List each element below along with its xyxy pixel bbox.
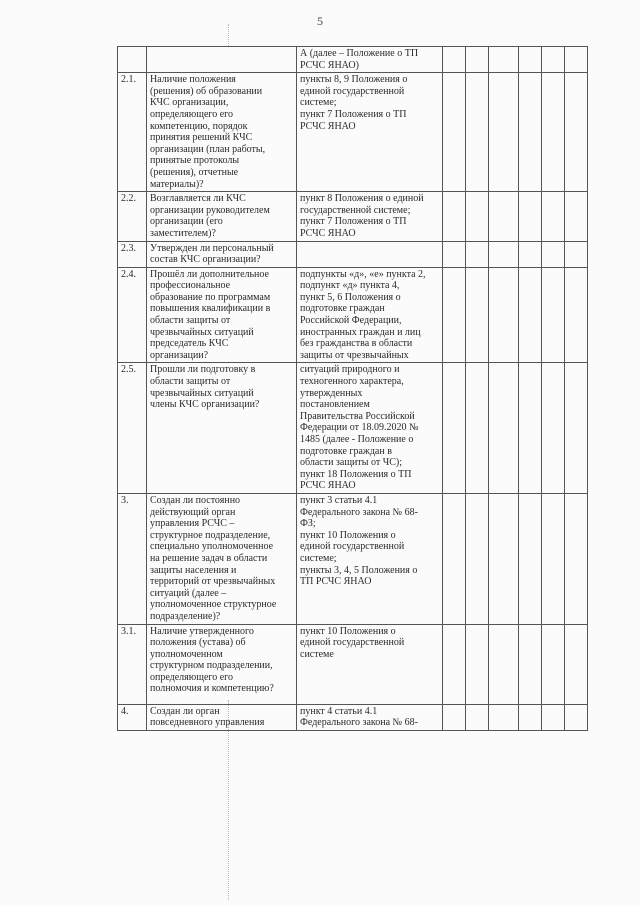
table-row [118, 241, 588, 267]
answer-cell [466, 704, 489, 730]
legal-reference-line: ТП РСЧС ЯНАО [300, 576, 372, 588]
legal-reference-line: пункт 10 Положения о [300, 625, 396, 637]
checklist-table [117, 46, 588, 731]
question-line: определяющего его [150, 108, 234, 120]
question-line: Возглавляется ли КЧС [150, 193, 246, 205]
legal-reference-cell [297, 704, 443, 730]
table-row [118, 267, 588, 363]
legal-reference-line: техногенного характера, [300, 376, 404, 388]
answer-cell [519, 192, 542, 241]
item-number [118, 47, 147, 73]
legal-reference-line: пункт 7 Положения о ТП [300, 108, 407, 120]
answer-cell [519, 73, 542, 192]
fold-line [228, 24, 229, 46]
answer-cell [542, 704, 565, 730]
table-row [118, 624, 588, 704]
question-line: подразделение)? [150, 610, 221, 622]
answer-cell [542, 624, 565, 704]
answer-cell [466, 241, 489, 267]
question-line: заместителем)? [150, 227, 216, 239]
legal-reference-line: Правительства Российской [300, 410, 415, 422]
question-line: области защиты от [150, 376, 231, 388]
answer-cell [443, 47, 466, 73]
question-line: структурном подразделении, [150, 660, 273, 672]
legal-reference-line: системе; [300, 97, 337, 109]
table-row [118, 73, 588, 192]
legal-reference-line: пункт 5, 6 Положения о [300, 291, 401, 303]
question-line: (решения), отчетные [150, 166, 239, 178]
answer-cell [565, 363, 588, 494]
question-line: защиты населения и [150, 564, 237, 576]
item-number: 3.1. [118, 624, 147, 704]
table-row [118, 192, 588, 241]
legal-reference-line: подпункт «д» пункта 4, [300, 280, 400, 292]
legal-reference-cell [297, 363, 443, 494]
item-number: 2.1. [118, 73, 147, 192]
legal-reference-line: области защиты от ЧС); [300, 457, 402, 469]
answer-cell [489, 192, 519, 241]
question-line: уполномоченном [150, 648, 223, 660]
question-cell [147, 192, 297, 241]
answer-cell [565, 73, 588, 192]
answer-cell [466, 624, 489, 704]
legal-reference-line: постановлением [300, 399, 370, 411]
question-line: председатель КЧС [150, 338, 229, 350]
answer-cell [519, 704, 542, 730]
answer-cell [565, 267, 588, 363]
question-line: Прошёл ли дополнительное [150, 268, 269, 280]
legal-reference-line: подготовке граждан [300, 303, 385, 315]
table-row [118, 704, 588, 730]
question-line: специально уполномоченное [150, 541, 274, 553]
page-number: 5 [317, 14, 323, 28]
answer-cell [542, 241, 565, 267]
table-row [118, 493, 588, 624]
question-line: на решение задач в области [150, 552, 268, 564]
answer-cell [443, 363, 466, 494]
legal-reference-cell [297, 47, 443, 73]
question-line: принятия решений КЧС [150, 132, 253, 144]
question-line: Наличие утвержденного [150, 625, 254, 637]
legal-reference-line: подпункты «д», «е» пункта 2, [300, 268, 426, 280]
legal-reference-line: РСЧС ЯНАО [300, 227, 356, 239]
question-line: определяющего его [150, 671, 234, 683]
legal-reference-line: А (далее – Положение о ТП [300, 48, 419, 59]
legal-reference-line: иностранных граждан и лиц [300, 326, 421, 338]
question-line: положения (устава) об [150, 637, 246, 649]
question-line: чрезвычайных ситуаций [150, 387, 254, 399]
question-cell [147, 241, 297, 267]
answer-cell [489, 241, 519, 267]
legal-reference-cell [297, 192, 443, 241]
answer-cell [489, 267, 519, 363]
legal-reference-line: пункты 3, 4, 5 Положения о [300, 564, 418, 576]
question-line: материалы)? [150, 178, 204, 190]
legal-reference-line: Федерального закона № 68- [300, 506, 418, 518]
answer-cell [443, 73, 466, 192]
legal-reference-line: пункт 10 Положения о [300, 529, 396, 541]
legal-reference-line: утвержденных [300, 387, 363, 399]
question-line: полномочия и компетенцию? [150, 683, 274, 695]
question-cell [147, 363, 297, 494]
question-line: области защиты от [150, 315, 231, 327]
question-line: организации (его [150, 216, 223, 228]
answer-cell [443, 493, 466, 624]
answer-cell [466, 363, 489, 494]
legal-reference-line: подготовке граждан в [300, 445, 392, 457]
answer-cell [542, 363, 565, 494]
answer-cell [565, 624, 588, 704]
table-row [118, 363, 588, 494]
answer-cell [542, 267, 565, 363]
question-line: члены КЧС организации? [150, 399, 260, 411]
item-number: 3. [118, 493, 147, 624]
answer-cell [443, 192, 466, 241]
legal-reference-line: Федерального закона № 68- [300, 717, 418, 729]
item-number: 2.2. [118, 192, 147, 241]
legal-reference-cell [297, 493, 443, 624]
answer-cell [443, 704, 466, 730]
legal-reference-cell [297, 267, 443, 363]
answer-cell [466, 47, 489, 73]
legal-reference-line: пункты 8, 9 Положения о [300, 74, 408, 86]
question-cell [147, 624, 297, 704]
question-line: принятые протоколы [150, 155, 240, 167]
legal-reference-line: единой государственной [300, 541, 405, 553]
question-line: организации руководителем [150, 204, 270, 216]
answer-cell [489, 363, 519, 494]
answer-cell [542, 192, 565, 241]
answer-cell [489, 493, 519, 624]
legal-reference-line: пункт 7 Положения о ТП [300, 216, 407, 228]
answer-cell [443, 241, 466, 267]
legal-reference-line: системе; [300, 552, 337, 564]
question-line: образование по программам [150, 291, 271, 303]
legal-reference-line: ситуаций природного и [300, 364, 400, 376]
legal-reference-line: пункт 3 статьи 4.1 [300, 494, 378, 506]
legal-reference-line: единой государственной [300, 85, 405, 97]
question-line: Утвержден ли персональный [150, 242, 274, 254]
legal-reference-line: 1485 (далее - Положение о [300, 434, 414, 445]
question-line: Наличие положения [150, 74, 236, 86]
question-line: управления РСЧС – [150, 518, 235, 530]
answer-cell [466, 73, 489, 192]
answer-cell [489, 47, 519, 73]
question-line: Создан ли орган [150, 705, 220, 717]
legal-reference-cell [297, 73, 443, 192]
legal-reference-line: пункт 4 статьи 4.1 [300, 705, 378, 717]
legal-reference-line: РСЧС ЯНАО) [300, 59, 359, 71]
legal-reference-cell [297, 241, 443, 267]
item-number: 2.5. [118, 363, 147, 494]
answer-cell [466, 493, 489, 624]
question-cell [147, 47, 297, 73]
answer-cell [443, 267, 466, 363]
question-line: уполномоченное структурное [150, 599, 277, 611]
legal-reference-line: РСЧС ЯНАО [300, 120, 356, 132]
answer-cell [519, 363, 542, 494]
legal-reference-line: ФЗ; [300, 518, 316, 530]
question-cell [147, 704, 297, 730]
question-line: чрезвычайных ситуаций [150, 326, 254, 338]
legal-reference-line: единой государственной [300, 637, 405, 649]
legal-reference-line: РСЧС ЯНАО [300, 480, 356, 492]
answer-cell [565, 192, 588, 241]
question-line: повышения квалификации в [150, 303, 271, 315]
answer-cell [565, 47, 588, 73]
question-line: территорий от чрезвычайных [150, 576, 276, 588]
question-line: ситуаций (далее – [150, 587, 227, 599]
item-number: 2.4. [118, 267, 147, 363]
answer-cell [489, 624, 519, 704]
legal-reference-line: пункт 18 Положения о ТП [300, 468, 412, 480]
legal-reference-line: защиты от чрезвычайных [300, 349, 409, 361]
legal-reference-line: системе [300, 648, 334, 660]
answer-cell [542, 493, 565, 624]
question-line: действующий орган [150, 506, 236, 518]
question-line: КЧС организации, [150, 97, 229, 109]
question-line: (решения) об образовании [150, 85, 263, 97]
question-cell [147, 73, 297, 192]
item-number: 4. [118, 704, 147, 730]
answer-cell [519, 493, 542, 624]
answer-cell [565, 704, 588, 730]
question-line: Создан ли постоянно [150, 494, 241, 506]
legal-reference-line: государственной системе; [300, 204, 411, 216]
question-line: Прошли ли подготовку в [150, 364, 256, 376]
legal-reference-line: Российской Федерации, [300, 315, 402, 327]
question-cell [147, 493, 297, 624]
answer-cell [489, 704, 519, 730]
question-cell [147, 267, 297, 363]
answer-cell [519, 624, 542, 704]
answer-cell [466, 267, 489, 363]
legal-reference-cell [297, 624, 443, 704]
answer-cell [519, 241, 542, 267]
question-line: организации? [150, 349, 209, 361]
answer-cell [443, 624, 466, 704]
table-row [118, 47, 588, 73]
answer-cell [489, 73, 519, 192]
question-line: состав КЧС организации? [150, 254, 261, 266]
answer-cell [542, 47, 565, 73]
answer-cell [466, 192, 489, 241]
question-line: повседневного управления [150, 717, 265, 729]
legal-reference-line: без гражданства в области [300, 338, 413, 350]
answer-cell [542, 73, 565, 192]
answer-cell [565, 493, 588, 624]
question-line: структурное подразделение, [150, 529, 271, 541]
question-line: компетенцию, порядок [150, 120, 248, 132]
question-line: организации (план работы, [150, 143, 266, 155]
legal-reference-line: Федерации от 18.09.2020 № [300, 422, 419, 434]
legal-reference-line: пункт 8 Положения о единой [300, 193, 424, 205]
answer-cell [519, 47, 542, 73]
item-number: 2.3. [118, 241, 147, 267]
answer-cell [519, 267, 542, 363]
question-line: профессиональное [150, 280, 231, 292]
answer-cell [565, 241, 588, 267]
